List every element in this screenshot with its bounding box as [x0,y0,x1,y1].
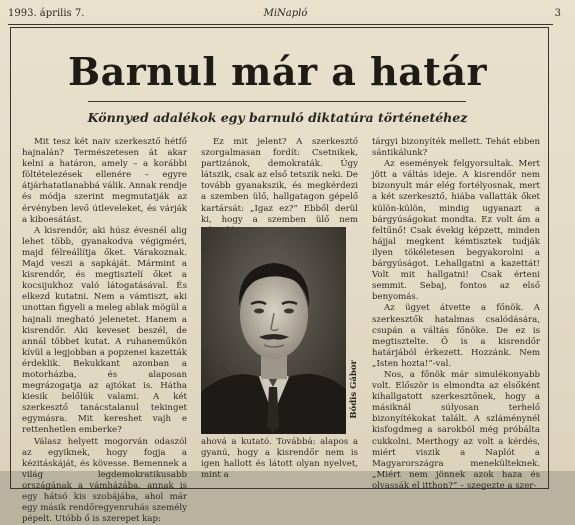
headline-rule [88,101,466,102]
portrait-photo [201,227,346,434]
paragraph: ahová a kutató. Továbbá: alapos a gyanú, hogy a kisrendőr nem is igen hallott és látott olyan nyelvet, mint a [201,437,358,481]
paragraph: Az események felgyorsultak. Mert jött a váltás ideje. A kisrendőr nem bizonyult már elég fortélyosnak, mert a két szerkesztő, hiába vallatták őket külön-külön, mindig ugyanazt a bárgyúságokat mondta. Ez volt ám a feltűnő! Csak évekig képzett, minden hájjal megkent kémtisztek tudják ilyen tökéletesen begyakorolni a bárgyúságot. Lehallgatni a kazettát! Volt mit hallgatni! Csak érteni semmit. Sebaj, fontos az első benyomás. [372,159,540,303]
paragraph: Ez mit jelent? A szerkesztő szorgalmasan fordít: Csetnikek, partizánok, demokraták. Úgy látszik, csak az első tetszik neki. De tovább gyanakszik, és megkérdezi a szemben ülő, hallgatagon gépelő kartársát: „Igaz ez?” Ebből derül ki, hogy a szemben ülő nem [201,137,358,225]
paragraph: Válasz helyett mogorván odaszól az egyiknek, hogy fogja a kézitáskáját, és kövesse. Bemennek a világ legdemokratikusabb országának a vámházába, annak is egy hátsó kis szobájába, ahol már egy másik rendőregyenruhás személy pépelt. Utóbb ő is szerepet kap: [22,436,187,525]
column-3 [372,137,540,492]
paper-name: MiNapló [263,8,308,19]
paragraph: Mit tesz két naiv szerkesztő hétfő hajnalán? Természetesen át akar kelni a határon, amely – a korábbi föltételezések ellenére – egyre átjárhatatlanabbá válik. Annak rendje és módja szerint megmutatják az érvényben levő útleveleket, és várják a kiboesátást. [22,137,188,225]
column-2 [201,137,358,237]
column-1 [22,137,187,525]
photo-credit: Bódis Gábor [349,360,359,419]
issue-date: 1993. április 7. [8,8,85,19]
page-number: 3 [554,8,561,19]
headline: Barnul már a határ [67,49,488,94]
paragraph: Az ügyet átvette a főnök. A szerkesztők hatalmas csalódására, csupán a váltás főnöke. De ez is megtisztelte. Ő is a kisrendőr határjából érkezett. Hozzánk. Nem „Isten hozta!”-val. [372,303,540,369]
column-2-continued [201,437,358,481]
paragraph: A kisrendőr, aki húsz évesnél alig lehet több, gyanakodva végigméri, majd félreállítja őket. Várakoznak. Majd veszi a sapkáját. Mármint a kisrendőr, és megtisztelí őket a kocsijukhoz való látogatásával. És elkezd kutatni. Nem a vámtiszt, aki unottan figyeli a meleg ablak mögül a hajnali megható jelenetet. Hanem a kisrendőr. Aki keveset beszél, de annál többet kutat. A ruhaneműkön kívül a legjobban a popzenei kazetták érdeklik. Bekukkant azonban a motorházba, és alaposan megrázogatja az ajtókat is. Hátha kiesik belőlük valami. A két szerkesztő tanácstalanul tekinget egymásra. Mit kereshet vajh e rettenhetlen emberke? [22,225,187,436]
deck: Könnyed adalékok egy barnuló diktatúra történetéhez [87,110,468,125]
paragraph: Nos, a főnök már simulékonyabb volt. Először is elmondta az elsőként kihallgatott szerkesztőnek, hogy a másiknál súlyosan terhelő bizonyítékokat talált. A szláménynél kisfogdmeg a sarokból még próbálta cukkolni. Merthogy az volt a kérdés, miért viszik a Naplót a Magyarországra menekülteknek. „Miért nem jönnek azok haza és olvassák el itthon?” – szegezte a szer- [372,369,540,491]
paragraph: tárgyi bizonyíték mellett. Tehát ebben sántikálunk? [372,137,540,159]
masthead-rule [8,24,553,25]
portrait-image [201,227,346,434]
masthead [8,6,563,22]
